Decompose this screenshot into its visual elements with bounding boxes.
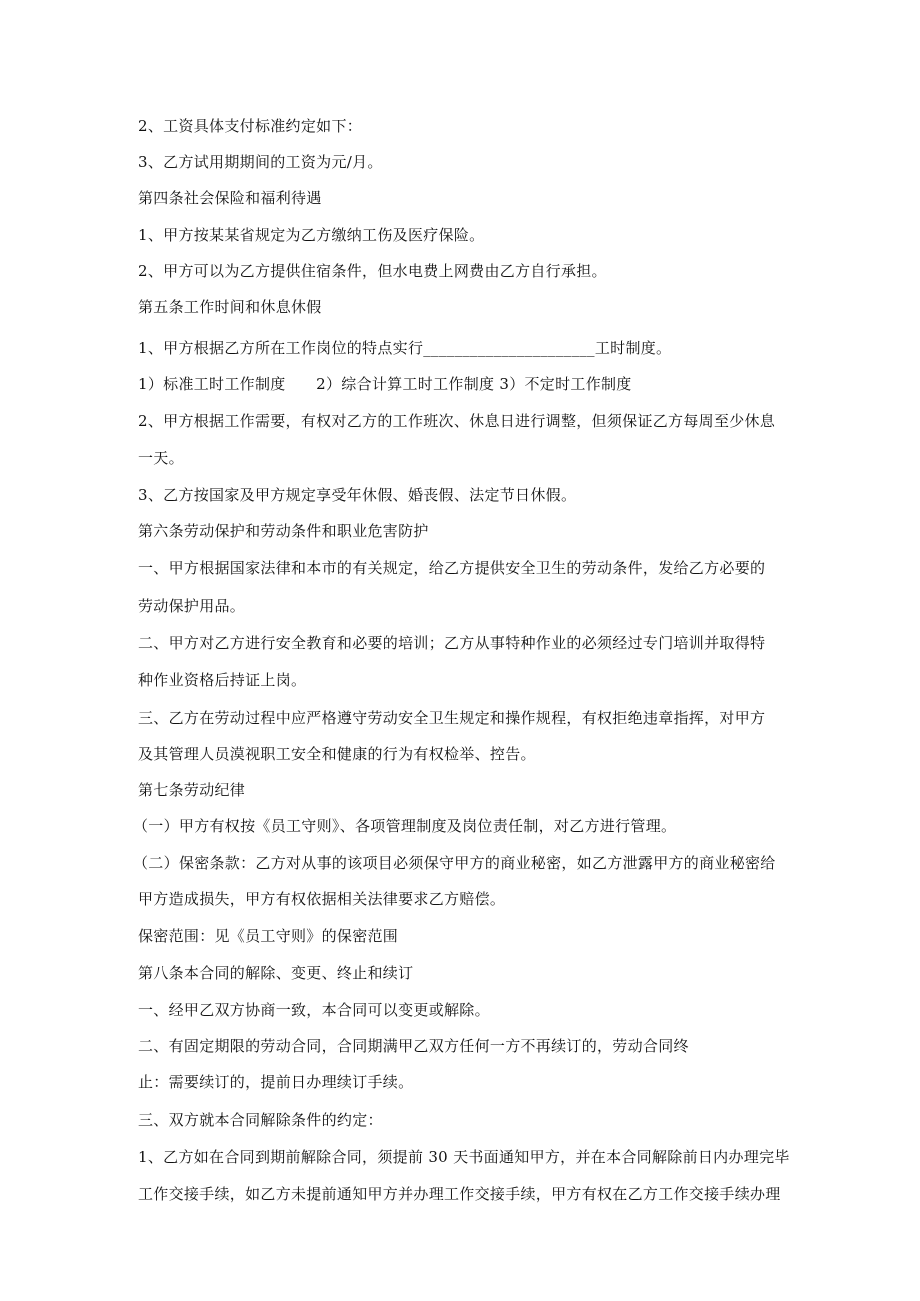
text-line: 及其管理人员漠视职工安全和健康的行为有权检举、控告。: [138, 745, 536, 763]
section-heading: 第五条工作时间和休息休假: [138, 298, 322, 316]
section-heading: 第四条社会保险和福利待遇: [138, 189, 322, 207]
text-line: 三、双方就本合同解除条件的约定：: [138, 1111, 383, 1129]
text-line: 二、有固定期限的劳动合同，合同期满甲乙双方任何一方不再续订的，劳动合同终: [138, 1037, 689, 1055]
text-line: 1、甲方根据乙方所在工作岗位的特点实行______________________工时制度。: [138, 339, 672, 357]
text-line: 1）标准工时工作制度 2）综合计算工时工作制度 3）不定时工作制度: [138, 375, 632, 393]
text-line: 劳动保护用品。: [138, 597, 246, 615]
text-line: 1、乙方如在合同到期前解除合同，须提前 30 天书面通知甲方，并在本合同解除前日内办理完毕: [138, 1148, 790, 1166]
text-line: 保密范围：见《员工守则》的保密范围: [138, 927, 399, 945]
text-line: （二）保密条款：乙方对从事的该项目必须保守甲方的商业秘密，如乙方泄露甲方的商业秘密给: [133, 854, 776, 872]
text-line: 二、甲方对乙方进行安全教育和必要的培训；乙方从事特种作业的必须经过专门培训并取得特: [138, 634, 766, 652]
text-line: 止：需要续订的，提前日办理续订手续。: [138, 1073, 414, 1091]
section-heading: 第六条劳动保护和劳动条件和职业危害防护: [138, 522, 429, 540]
text-line: 三、乙方在劳动过程中应严格遵守劳动安全卫生规定和操作规程，有权拒绝违章指挥，对甲方: [138, 709, 766, 727]
text-line: 一、甲方根据国家法律和本市的有关规定，给乙方提供安全卫生的劳动条件，发给乙方必要的: [138, 559, 766, 577]
text-line: 2、甲方根据工作需要，有权对乙方的工作班次、休息日进行调整，但须保证乙方每周至少休息: [138, 412, 776, 430]
text-line: 一、经甲乙双方协商一致，本合同可以变更或解除。: [138, 1001, 490, 1019]
section-heading: 第七条劳动纪律: [138, 781, 246, 799]
section-heading: 第八条本合同的解除、变更、终止和续订: [138, 964, 414, 982]
text-line: 甲方造成损失，甲方有权依据相关法律要求乙方赔偿。: [138, 890, 506, 908]
text-line: 工作交接手续，如乙方未提前通知甲方并办理工作交接手续，甲方有权在乙方工作交接手续办理: [138, 1185, 781, 1203]
text-line: 2、工资具体支付标准约定如下：: [138, 117, 363, 135]
text-line: 3、乙方试用期期间的工资为元/月。: [138, 153, 383, 171]
text-line: 3、乙方按国家及甲方规定享受年休假、婚丧假、法定节日休假。: [138, 486, 577, 504]
text-line: 2、甲方可以为乙方提供住宿条件，但水电费上网费由乙方自行承担。: [138, 262, 607, 280]
text-line: 1、甲方按某某省规定为乙方缴纳工伤及医疗保险。: [138, 226, 485, 244]
text-line: 一天。: [138, 449, 184, 467]
text-line: （一）甲方有权按《员工守则》、各项管理制度及岗位责任制，对乙方进行管理。: [133, 817, 677, 835]
text-line: 种作业资格后持证上岗。: [138, 671, 307, 689]
